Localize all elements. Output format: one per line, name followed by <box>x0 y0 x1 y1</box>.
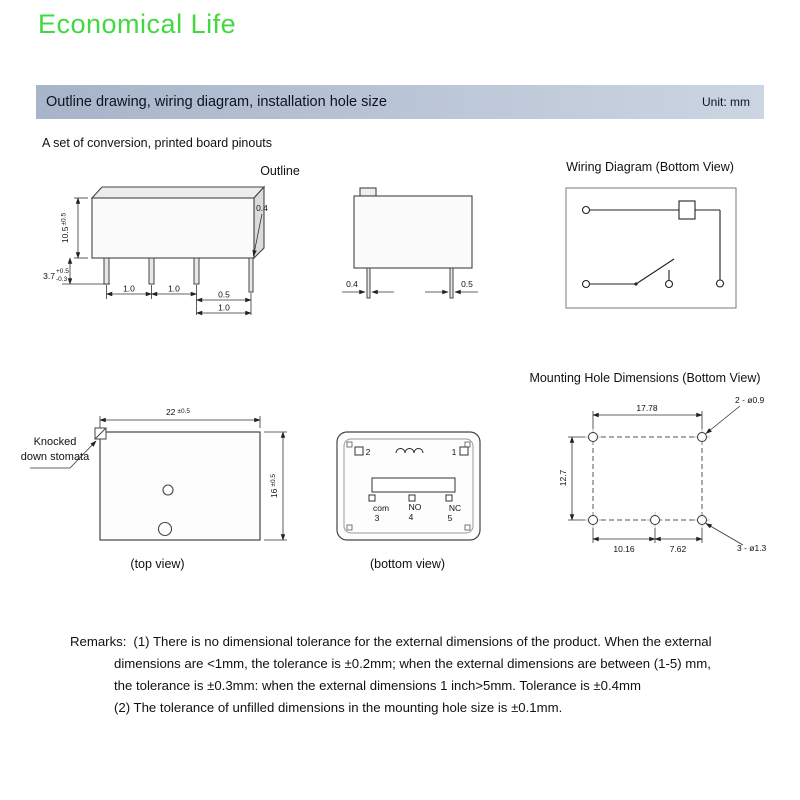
no-pin-number: 4 <box>408 512 414 522</box>
relay-top-tab <box>360 188 376 196</box>
holes-bottom-callout: 3 - ø1.3 <box>737 543 767 553</box>
pin <box>149 258 154 284</box>
wiring-diagram-drawing <box>548 180 758 320</box>
relay-pins-front <box>367 268 453 298</box>
dim-pin-pitch-a: 1.0 <box>123 283 135 294</box>
remarks-line-3: the tolerance is ±0.3mm: when the external dimensions 1 inch>5mm. Tolerance is ±0.4mm <box>114 678 641 693</box>
remarks-line-4: (2) The tolerance of unfilled dimensions in the mounting hole size is ±0.1mm. <box>114 700 563 715</box>
pin <box>367 268 370 298</box>
mounting-hole <box>651 516 660 525</box>
dim-top-width <box>166 407 190 417</box>
dim-mount-pitch-right: 7.62 <box>669 544 687 554</box>
dim-body-height-tol: ±0.5 <box>60 212 68 226</box>
top-view-hole-large <box>159 523 172 536</box>
dim-front-pin-right: 0.5 <box>461 279 473 289</box>
dim-body-height <box>60 213 70 244</box>
dim-pin-pitch-b: 1.0 <box>168 283 180 294</box>
coil-pin-2 <box>355 447 363 455</box>
dim-right-pin-c: 0.5 <box>218 289 230 300</box>
dim-mount-pitch-left: 10.16 <box>613 544 635 554</box>
nc-pin-number: 5 <box>447 513 453 523</box>
holes-top-callout: 2 - ø0.9 <box>735 395 765 405</box>
hole-centerlines <box>585 429 710 528</box>
dim-top-width-value: 22 <box>165 407 176 417</box>
mounting-hole <box>589 516 598 525</box>
mounting-holes-label: Mounting Hole Dimensions (Bottom View) <box>529 371 761 385</box>
pin-2-label: 2 <box>365 447 371 457</box>
no-terminal <box>666 281 673 288</box>
mounting-hole <box>589 433 598 442</box>
com-pin <box>369 495 375 501</box>
top-view-caption: (top view) <box>130 557 185 571</box>
remarks-row-1 <box>70 631 712 653</box>
nc-label: NC <box>448 503 462 513</box>
mounting-hole-drawing <box>540 385 800 585</box>
outline-side-view-drawing <box>40 182 290 332</box>
knockout-notch <box>95 428 106 439</box>
remarks-label: Remarks: <box>70 634 127 649</box>
remarks-block <box>70 631 712 719</box>
knocked-label-line2: down stomata <box>20 451 90 463</box>
dim-mount-width: 17.78 <box>636 403 658 413</box>
mounting-hole <box>698 433 707 442</box>
dim-top-height-tol: ±0.5 <box>270 473 277 487</box>
knocked-label-line1: Knocked <box>33 436 77 448</box>
dim-top-height <box>269 474 279 498</box>
pin <box>249 258 253 292</box>
relay-body-front <box>354 188 472 268</box>
top-hole-leader <box>706 406 740 434</box>
pin <box>104 258 109 284</box>
relay-front-body <box>354 196 472 268</box>
brand-title: Economical Life <box>38 9 237 39</box>
mounting-holes <box>585 429 710 528</box>
top-view-drawing <box>15 395 325 585</box>
remarks-line-1: (1) There is no dimensional tolerance for the external dimensions of the product. When the external <box>133 634 712 649</box>
remarks-line-2: dimensions are <1mm, the tolerance is ±0.2mm; when the external dimensions are between (1-5) mm, <box>114 656 711 671</box>
wiring-diagram-frame <box>566 188 736 308</box>
top-view-body <box>100 432 260 540</box>
dim-right-pin-d: 1.0 <box>218 302 230 313</box>
com-label: com <box>372 503 390 513</box>
dim-pin-length: 3.7 <box>43 271 55 281</box>
dim-body-height-value: 10.5 <box>60 226 70 244</box>
mounting-outline <box>593 437 702 520</box>
dim-top-height-value: 16 <box>269 488 279 499</box>
no-pin <box>409 495 415 501</box>
com-terminal <box>583 281 590 288</box>
dim-top-width-tol: ±0.5 <box>177 408 191 415</box>
no-label: NO <box>408 502 422 512</box>
coil-pin-terminal <box>717 280 724 287</box>
section-header-bar <box>36 85 764 119</box>
pin <box>194 258 199 284</box>
subtitle: A set of conversion, printed board pinouts <box>42 136 273 150</box>
dim-pin-length-tol-minus: -0.3 <box>56 276 68 283</box>
wiring-diagram-label: Wiring Diagram (Bottom View) <box>566 160 734 174</box>
contact-circuit <box>583 259 675 288</box>
outline-label: Outline <box>260 164 300 178</box>
armature-slot <box>372 478 455 492</box>
coil-pin-terminal <box>583 207 590 214</box>
dim-pin-width: 0.4 <box>256 203 268 213</box>
coil-circuit <box>583 201 724 287</box>
pin-1-label: 1 <box>451 447 457 457</box>
nc-pin <box>446 495 452 501</box>
dim-pin-length-tol-plus: +0.5 <box>56 268 69 275</box>
dim-front-pin-left: 0.4 <box>346 279 358 289</box>
relay-body-side <box>92 187 264 258</box>
bottom-view-drawing <box>325 395 500 585</box>
coil-pin-1 <box>460 447 468 455</box>
top-view-hole-small <box>163 485 173 495</box>
bottom-view-caption: (bottom view) <box>369 557 446 571</box>
pin <box>450 268 453 298</box>
dim-mount-height: 12.7 <box>558 469 568 487</box>
section-header-title: Outline drawing, wiring diagram, installation hole size <box>46 94 387 110</box>
mounting-hole <box>698 516 707 525</box>
relay-front-face <box>92 198 254 258</box>
knockout-leader-line <box>30 441 96 468</box>
outline-front-view-drawing <box>330 182 500 332</box>
coil-symbol <box>679 201 695 219</box>
com-pin-number: 3 <box>374 513 380 523</box>
unit-label: Unit: mm <box>702 95 750 109</box>
bottom-hole-leader <box>706 524 743 546</box>
relay-top-face <box>92 187 264 198</box>
